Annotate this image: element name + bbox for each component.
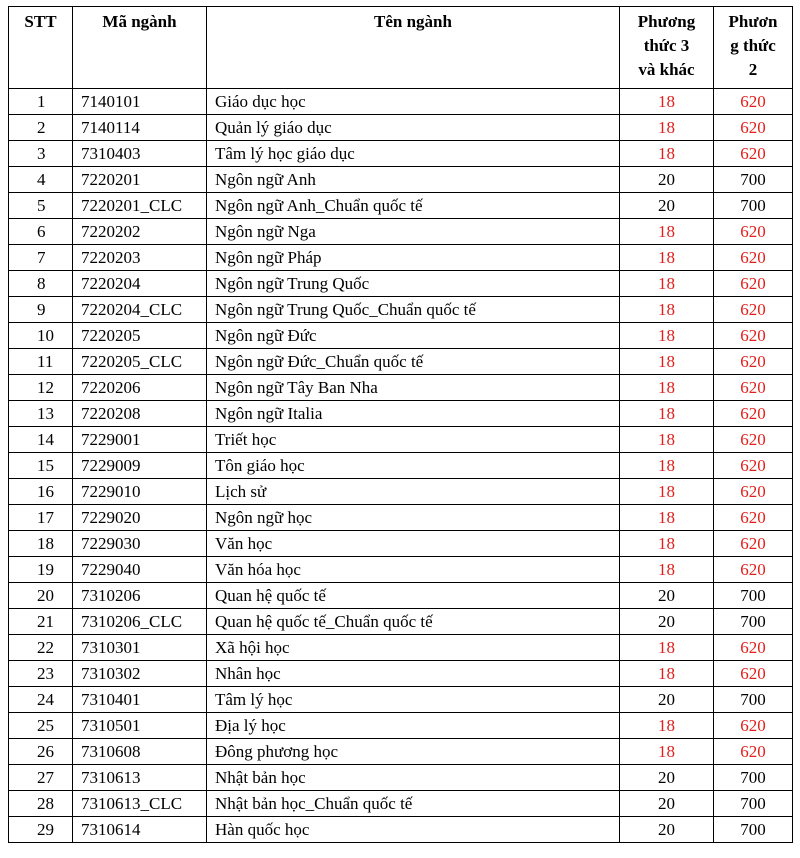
stt-cell: 7 — [9, 245, 73, 271]
major-name-cell: Quan hệ quốc tế — [207, 583, 620, 609]
method-2-score-cell: 620 — [714, 739, 793, 765]
major-code-cell: 7229040 — [73, 557, 207, 583]
major-name-cell: Nhật bản học — [207, 765, 620, 791]
table-row — [9, 713, 793, 739]
method-3-score-cell: 18 — [620, 115, 714, 141]
stt-cell: 12 — [9, 375, 73, 401]
table-row — [9, 427, 793, 453]
method-3-score-cell: 18 — [620, 453, 714, 479]
method-3-score-cell: 18 — [620, 427, 714, 453]
table-row — [9, 167, 793, 193]
major-code-cell: 7220203 — [73, 245, 207, 271]
method-2-score-cell: 620 — [714, 453, 793, 479]
major-code-cell: 7220202 — [73, 219, 207, 245]
major-name-cell: Nhân học — [207, 661, 620, 687]
method-3-score-cell: 20 — [620, 791, 714, 817]
major-name-cell: Ngôn ngữ Nga — [207, 219, 620, 245]
table-row — [9, 141, 793, 167]
table-row — [9, 817, 793, 843]
major-name-cell: Ngôn ngữ Anh — [207, 167, 620, 193]
table-row — [9, 323, 793, 349]
table-row — [9, 349, 793, 375]
stt-cell: 23 — [9, 661, 73, 687]
major-code-cell: 7220205_CLC — [73, 349, 207, 375]
method-2-score-cell: 620 — [714, 635, 793, 661]
major-code-cell: 7220204_CLC — [73, 297, 207, 323]
major-code-cell: 7229020 — [73, 505, 207, 531]
method-2-score-cell: 620 — [714, 349, 793, 375]
major-code-cell: 7310301 — [73, 635, 207, 661]
method-2-score-cell: 700 — [714, 765, 793, 791]
major-code-cell: 7310401 — [73, 687, 207, 713]
stt-cell: 4 — [9, 167, 73, 193]
stt-cell: 20 — [9, 583, 73, 609]
stt-cell: 10 — [9, 323, 73, 349]
method-2-score-cell: 620 — [714, 323, 793, 349]
major-name-cell: Ngôn ngữ Đức — [207, 323, 620, 349]
table-row — [9, 89, 793, 115]
major-code-cell: 7310613 — [73, 765, 207, 791]
method-3-score-cell: 18 — [620, 297, 714, 323]
major-code-cell: 7310206_CLC — [73, 609, 207, 635]
method-2-score-cell: 620 — [714, 297, 793, 323]
header-row — [9, 7, 793, 89]
major-code-cell: 7310501 — [73, 713, 207, 739]
table-row — [9, 739, 793, 765]
method-2-score-cell: 620 — [714, 375, 793, 401]
method-2-score-cell: 620 — [714, 271, 793, 297]
stt-cell: 16 — [9, 479, 73, 505]
method-3-score-cell: 18 — [620, 349, 714, 375]
major-code-cell: 7220208 — [73, 401, 207, 427]
method-2-score-cell: 700 — [714, 791, 793, 817]
method-3-score-cell: 20 — [620, 765, 714, 791]
table-row — [9, 453, 793, 479]
major-name-cell: Tâm lý học — [207, 687, 620, 713]
stt-cell: 8 — [9, 271, 73, 297]
major-code-cell: 7140114 — [73, 115, 207, 141]
major-name-cell: Xã hội học — [207, 635, 620, 661]
table-row — [9, 115, 793, 141]
major-name-cell: Đông phương học — [207, 739, 620, 765]
table-row — [9, 505, 793, 531]
header-major-code: Mã ngành — [73, 7, 207, 89]
major-code-cell: 7140101 — [73, 89, 207, 115]
method-2-score-cell: 620 — [714, 115, 793, 141]
major-code-cell: 7220206 — [73, 375, 207, 401]
header-stt: STT — [9, 7, 73, 89]
method-2-score-cell: 620 — [714, 505, 793, 531]
method-3-score-cell: 18 — [620, 505, 714, 531]
major-name-cell: Ngôn ngữ học — [207, 505, 620, 531]
major-code-cell: 7229001 — [73, 427, 207, 453]
stt-cell: 3 — [9, 141, 73, 167]
stt-cell: 5 — [9, 193, 73, 219]
method-3-score-cell: 18 — [620, 271, 714, 297]
method-2-score-cell: 620 — [714, 401, 793, 427]
header-method-3-line: Phương — [637, 12, 696, 31]
method-3-score-cell: 18 — [620, 531, 714, 557]
table-row — [9, 375, 793, 401]
table-row — [9, 635, 793, 661]
admission-score-table — [8, 6, 793, 843]
major-code-cell: 7229009 — [73, 453, 207, 479]
method-3-score-cell: 18 — [620, 245, 714, 271]
method-2-score-cell: 620 — [714, 141, 793, 167]
table-row — [9, 479, 793, 505]
method-3-score-cell: 18 — [620, 375, 714, 401]
major-name-cell: Văn hóa học — [207, 557, 620, 583]
major-name-cell: Ngôn ngữ Trung Quốc — [207, 271, 620, 297]
table-row — [9, 219, 793, 245]
stt-cell: 29 — [9, 817, 73, 843]
table-row — [9, 765, 793, 791]
method-2-score-cell: 620 — [714, 531, 793, 557]
major-code-cell: 7310302 — [73, 661, 207, 687]
major-name-cell: Ngôn ngữ Anh_Chuẩn quốc tế — [207, 193, 620, 219]
method-2-score-cell: 620 — [714, 245, 793, 271]
method-2-score-cell: 620 — [714, 713, 793, 739]
major-name-cell: Triết học — [207, 427, 620, 453]
method-2-score-cell: 700 — [714, 583, 793, 609]
stt-cell: 24 — [9, 687, 73, 713]
major-name-cell: Giáo dục học — [207, 89, 620, 115]
method-2-score-cell: 700 — [714, 609, 793, 635]
table-row — [9, 401, 793, 427]
major-code-cell: 7310403 — [73, 141, 207, 167]
header-method-2 — [714, 7, 793, 89]
major-code-cell: 7220204 — [73, 271, 207, 297]
table-row — [9, 583, 793, 609]
stt-cell: 9 — [9, 297, 73, 323]
method-3-score-cell: 18 — [620, 713, 714, 739]
major-name-cell: Lịch sử — [207, 479, 620, 505]
table-row — [9, 193, 793, 219]
major-name-cell: Ngôn ngữ Trung Quốc_Chuẩn quốc tế — [207, 297, 620, 323]
stt-cell: 1 — [9, 89, 73, 115]
major-name-cell: Tâm lý học giáo dục — [207, 141, 620, 167]
table-row — [9, 245, 793, 271]
method-2-score-cell: 620 — [714, 427, 793, 453]
stt-cell: 15 — [9, 453, 73, 479]
method-3-score-cell: 18 — [620, 141, 714, 167]
table-body — [9, 89, 793, 843]
header-major-name: Tên ngành — [207, 7, 620, 89]
table-row — [9, 557, 793, 583]
method-3-score-cell: 20 — [620, 609, 714, 635]
stt-cell: 27 — [9, 765, 73, 791]
major-name-cell: Ngôn ngữ Pháp — [207, 245, 620, 271]
table-row — [9, 531, 793, 557]
major-name-cell: Quan hệ quốc tế_Chuẩn quốc tế — [207, 609, 620, 635]
header-method-2-line: 2 — [748, 60, 758, 79]
major-name-cell: Địa lý học — [207, 713, 620, 739]
method-2-score-cell: 620 — [714, 557, 793, 583]
major-name-cell: Ngôn ngữ Đức_Chuẩn quốc tế — [207, 349, 620, 375]
method-3-score-cell: 18 — [620, 635, 714, 661]
method-3-score-cell: 18 — [620, 401, 714, 427]
major-code-cell: 7310613_CLC — [73, 791, 207, 817]
header-method-3-line: và khác — [638, 60, 695, 79]
major-name-cell: Ngôn ngữ Tây Ban Nha — [207, 375, 620, 401]
stt-cell: 14 — [9, 427, 73, 453]
method-3-score-cell: 18 — [620, 557, 714, 583]
method-3-score-cell: 20 — [620, 583, 714, 609]
method-3-score-cell: 20 — [620, 817, 714, 843]
stt-cell: 19 — [9, 557, 73, 583]
table-row — [9, 297, 793, 323]
header-method-2-line: Phươn — [728, 12, 778, 31]
table-row — [9, 661, 793, 687]
major-code-cell: 7220201_CLC — [73, 193, 207, 219]
stt-cell: 17 — [9, 505, 73, 531]
method-2-score-cell: 700 — [714, 167, 793, 193]
stt-cell: 22 — [9, 635, 73, 661]
major-name-cell: Nhật bản học_Chuẩn quốc tế — [207, 791, 620, 817]
major-code-cell: 7310608 — [73, 739, 207, 765]
method-3-score-cell: 20 — [620, 687, 714, 713]
major-code-cell: 7310206 — [73, 583, 207, 609]
table-row — [9, 271, 793, 297]
stt-cell: 21 — [9, 609, 73, 635]
method-3-score-cell: 20 — [620, 167, 714, 193]
stt-cell: 11 — [9, 349, 73, 375]
major-name-cell: Văn học — [207, 531, 620, 557]
method-2-score-cell: 700 — [714, 817, 793, 843]
stt-cell: 25 — [9, 713, 73, 739]
stt-cell: 2 — [9, 115, 73, 141]
method-3-score-cell: 18 — [620, 479, 714, 505]
method-2-score-cell: 620 — [714, 479, 793, 505]
major-name-cell: Hàn quốc học — [207, 817, 620, 843]
method-2-score-cell: 620 — [714, 89, 793, 115]
method-3-score-cell: 18 — [620, 323, 714, 349]
stt-cell: 26 — [9, 739, 73, 765]
method-3-score-cell: 18 — [620, 739, 714, 765]
major-code-cell: 7229030 — [73, 531, 207, 557]
major-name-cell: Quản lý giáo dục — [207, 115, 620, 141]
stt-cell: 6 — [9, 219, 73, 245]
major-name-cell: Ngôn ngữ Italia — [207, 401, 620, 427]
table-row — [9, 687, 793, 713]
stt-cell: 13 — [9, 401, 73, 427]
stt-cell: 28 — [9, 791, 73, 817]
major-code-cell: 7310614 — [73, 817, 207, 843]
stt-cell: 18 — [9, 531, 73, 557]
method-2-score-cell: 700 — [714, 193, 793, 219]
major-code-cell: 7220201 — [73, 167, 207, 193]
major-code-cell: 7220205 — [73, 323, 207, 349]
header-method-2-line: g thức — [730, 36, 776, 55]
method-2-score-cell: 620 — [714, 219, 793, 245]
method-3-score-cell: 18 — [620, 219, 714, 245]
major-name-cell: Tôn giáo học — [207, 453, 620, 479]
major-code-cell: 7229010 — [73, 479, 207, 505]
method-3-score-cell: 18 — [620, 89, 714, 115]
table-row — [9, 609, 793, 635]
method-3-score-cell: 18 — [620, 661, 714, 687]
header-method-3-line: thức 3 — [643, 36, 690, 55]
table-row — [9, 791, 793, 817]
method-3-score-cell: 20 — [620, 193, 714, 219]
method-2-score-cell: 700 — [714, 687, 793, 713]
method-2-score-cell: 620 — [714, 661, 793, 687]
header-method-3 — [620, 7, 714, 89]
